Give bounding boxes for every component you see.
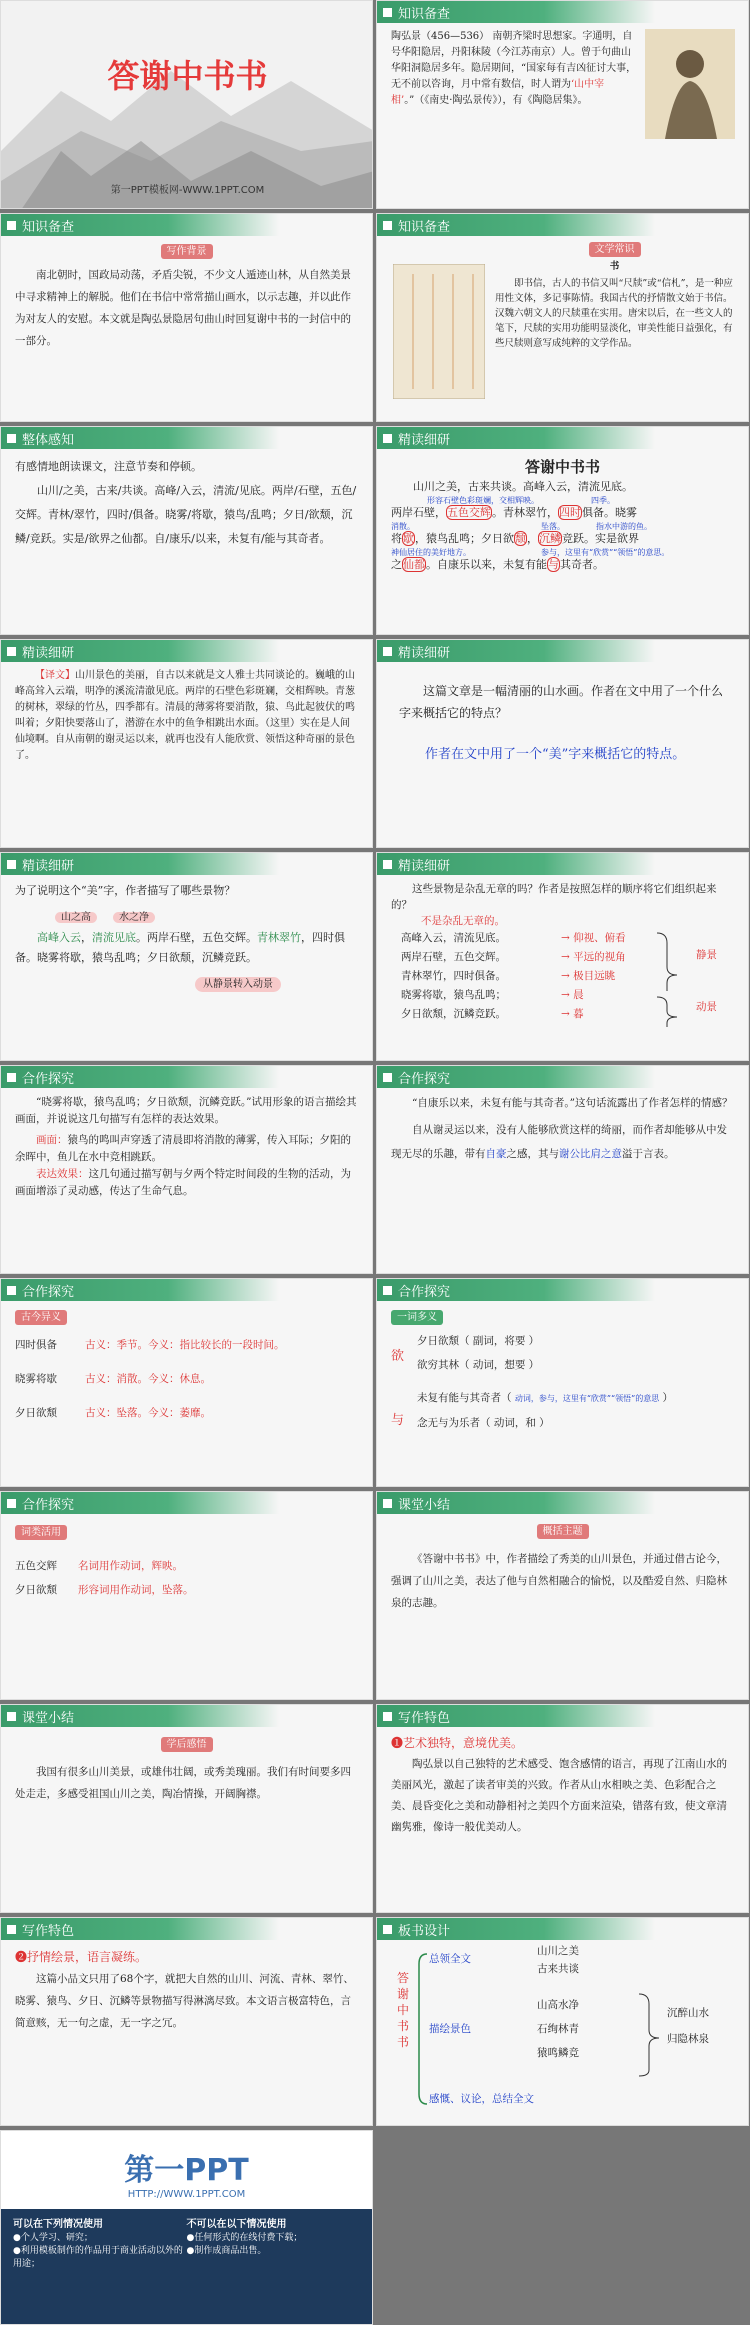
can-use-2: ●利用模板制作的作品用于商业活动以外的用途； [13, 2246, 183, 2269]
note-4: 坠落。 [541, 522, 565, 531]
slide-scenery [0, 852, 373, 1061]
translation-label: 【译文】 [35, 670, 75, 681]
slide-ancient-modern [0, 1278, 373, 1487]
slide-license [0, 2130, 373, 2325]
text-seg: ， [527, 532, 538, 545]
text-seg: 其奇者。 [560, 558, 604, 571]
text-seg: 俱备。晓雾 [582, 506, 637, 519]
slide-knowledge-author [376, 0, 749, 209]
note-6: 神仙居住的美好地方。 [391, 548, 471, 557]
slide-header: 合作探究 [398, 1071, 451, 1087]
logo-url: HTTP://WWW.1PPT.COM [127, 2189, 246, 2200]
polysemy-tag: 一词多义 [391, 1310, 443, 1325]
literature-head: 书 [609, 261, 620, 272]
feature-text: 这篇小品文只用了68个字，就把大自然的山川、河流、青林、翠竹、晓雾、猿鸟、夕日、沉鳞等景物描写得淋漓尽致。本文语言极富特色，言简意赅，无一句之虚，无一字之冗。 [15, 1973, 354, 2029]
keyword-5: 沉鳞 [539, 532, 561, 545]
meaning-4: 念无与为乐者（ 动词，和 ） [417, 1417, 550, 1429]
cannot-use-2: ●制作成商品出售。 [186, 2246, 267, 2256]
cannot-use-1: ●任何形式的在线付费下载； [186, 2233, 303, 2243]
slide-header: 知识备查 [22, 219, 75, 235]
feature-number: ❶ [391, 1736, 404, 1750]
order-row: 青林翠竹，四时俱备。 [401, 970, 506, 982]
text-seg: 。 [246, 951, 257, 964]
note-7: 参与，这里有“欣赏”“领悟”的意思。 [541, 548, 670, 557]
text-seg: 之感，其与 [506, 1148, 559, 1160]
group-static: 静景 [696, 949, 717, 961]
scene-mountain: 高峰入云 [37, 931, 81, 944]
answer-text: 作者在文中用了一个“美”字来概括它的特点。 [425, 747, 686, 762]
text-seg: 。自康乐以来，未复有能 [426, 558, 547, 571]
badge-water: 水之净 [113, 912, 155, 923]
order-row: 两岸石壁，五色交辉。 [401, 951, 506, 963]
transition-box: 从静景转入动景 [195, 977, 281, 992]
slide-header: 精读细研 [398, 645, 451, 661]
note-3: 消散。 [391, 522, 415, 531]
ancient-modern-tag: 古今异义 [15, 1310, 67, 1325]
text-seg: ， [81, 931, 92, 944]
badge-mountain: 山之高 [55, 912, 97, 923]
label-effect: 表达效果： [36, 1168, 89, 1180]
slide-summary-feeling [0, 1704, 373, 1913]
keyword-7: 与 [548, 558, 559, 571]
keyword-3: 歇 [403, 532, 414, 545]
slide-header: 精读细研 [398, 858, 451, 874]
background-text: 南北朝时，国政局动荡，矛盾尖锐，不少文人遁迹山林，从自然美景中寻求精神上的解脱。他们在书信中常常描山画水，以示志趣，并以此作为对友人的安慰。本文就是陶弘景隐居句曲山时回复谢中书的一封信中的一部分。 [15, 269, 351, 347]
text-title: 答谢中书书 [524, 458, 600, 476]
keyword-1: 五色交辉 [447, 506, 491, 519]
slide-conversion [0, 1491, 373, 1700]
board-item-2: 古来共谈 [537, 1963, 579, 1975]
author-text: 陶弘景（456—536） 南朝齐梁时思想家。字通明，自号华阳隐居，丹阳秣陵（今江苏南京）人。曾于句曲山华阳洞隐居多年。隐居期间，“国家每有吉凶征讨大事，无不前以咨询，月中常有数信，时人谓为 [391, 31, 637, 90]
slide-annotated-text [376, 426, 749, 635]
keyword-2: 四时 [559, 506, 581, 519]
board-bracket-right [635, 1990, 665, 2080]
slide-header: 写作特色 [22, 1923, 75, 1939]
slide-title-text: 答谢中书书 [107, 57, 268, 95]
theme-text: 《答谢中书书》中，作者描绘了秀美的山川景色，并通过借古论今，强调了山川之美，表达了他与自然相融合的愉悦，以及酷爱自然、归隐林泉的志趣。 [391, 1553, 727, 1609]
question-text: 这篇文章是一幅清丽的山水画。作者在文中用了一个什么字来概括它的特点？ [399, 684, 724, 720]
slide-header: 合作探究 [22, 1284, 75, 1300]
note-2: 四季。 [591, 496, 615, 505]
order-rows [401, 929, 506, 1024]
board-item-4: 石绚林青 [537, 2023, 579, 2035]
board-item-5: 猿鸣鳞竞 [537, 2047, 579, 2059]
text-seg: 之 [391, 558, 402, 571]
slide-explore-1 [0, 1065, 373, 1274]
board-item-3: 山高水净 [537, 1999, 579, 2011]
text-seg: ） [659, 1392, 674, 1404]
slide-overall [0, 426, 373, 635]
order-note: → 暮 [561, 1008, 584, 1020]
can-use-title: 可以在下列情况使用 [13, 2219, 103, 2230]
ancient-modern-row: 晓雾将歇 古义：消散。今义：休息。 [15, 1373, 211, 1385]
slide-header: 板书设计 [398, 1923, 451, 1939]
feature-title: 艺术独特，意境优美。 [403, 1736, 524, 1750]
slide-background [0, 213, 373, 422]
text-seg: 。两岸石壁，五色交辉。 [136, 931, 257, 944]
order-row: 高峰入云，清流见底。 [401, 932, 506, 944]
slide-header: 课堂小结 [398, 1497, 451, 1513]
conversion-meaning-1: 名词用作动词，辉映。 [78, 1560, 183, 1572]
slide-header: 知识备查 [398, 6, 451, 22]
slide-header: 知识备查 [398, 219, 451, 235]
author-quote: ‘山中宰相’ [391, 79, 605, 106]
text-seg: 未复有能与其奇者（ [417, 1392, 515, 1404]
scene-forest: 青林翠竹 [257, 931, 301, 944]
keyword-pride: 自豪 [485, 1148, 507, 1160]
word-yu2: 与 [391, 1413, 405, 1428]
question-text: “自康乐以来，未复有能与其奇者。”这句话流露出了作者怎样的情感？ [412, 1097, 733, 1109]
note-5: 指水中游的鱼。 [596, 522, 652, 531]
slide-translation [0, 639, 373, 848]
author-tail: 。”（《南史·陶弘景传》），有《陶隐居集》。 [404, 95, 588, 106]
feeling-text: 我国有很多山川美景，或雄伟壮阔，或秀美瑰丽。我们有时间要多四处走走，多感受祖国山川之美，陶冶情操，开阔胸襟。 [15, 1766, 351, 1800]
text-seg: 两岸石壁， [391, 506, 446, 519]
order-note: → 仰视、俯看 [561, 932, 626, 944]
slide-summary-theme [376, 1491, 749, 1700]
slide-header: 合作探究 [22, 1071, 75, 1087]
conversion-word-1: 五色交辉 [15, 1560, 57, 1572]
translation-text: 山川景色的美丽，自古以来就是文人雅士共同谈论的。巍峨的山峰高耸入云端，明净的溪流清澈见底。两岸的石壁色彩斑斓，交相辉映。青葱的树林，翠绿的竹丛，四季都有。清晨的薄雾将要消散，猿、鸟此起彼伏的鸣叫着；夕阳快要落山了，潜游在水中的鱼争相跳出水面。（这里）实在是人间仙境啊。自从南朝的谢灵运以来，就再也没有人能欣赏、领悟这种奇丽的景色了。 [15, 670, 355, 761]
question-text: “晓雾将歇，猿鸟乱鸣；夕日欲颓，沉鳞竞跃。”试用形象的语言描绘其画面，并说说这几句描写有怎样的表达效果。 [15, 1096, 357, 1125]
background-tag: 写作背景 [161, 244, 213, 259]
ancient-modern-rows [15, 1335, 358, 1423]
order-notes [561, 929, 626, 1024]
label-picture: 画面： [36, 1134, 68, 1146]
slide-explore-2 [376, 1065, 749, 1274]
overall-intro: 有感情地朗读课文，注意节奏和停顿。 [15, 460, 202, 473]
order-row: 夕日欲颓，沉鳞竞跃。 [401, 1008, 506, 1020]
misty-mountain-illustration [1, 1, 373, 209]
feature-title: 抒情绘景，语言凝练。 [27, 1950, 148, 1964]
keyword-equal: 谢公比肩之意 [559, 1148, 622, 1160]
slide-order [376, 852, 749, 1061]
text-seg: ，猿鸟乱鸣；夕日欲 [415, 532, 514, 545]
slide-header: 课堂小结 [22, 1710, 75, 1726]
slide-subtitle: 第一PPT模板网-WWW.1PPT.COM [110, 185, 265, 196]
text-seg: 。青林翠竹， [492, 506, 558, 519]
cannot-use-title: 不可以在以下情况使用 [186, 2219, 287, 2230]
slide-header: 写作特色 [398, 1710, 451, 1726]
order-note: → 平远的视角 [561, 951, 626, 963]
theme-tag: 概括主题 [537, 1524, 589, 1539]
meaning-3: 动词，参与，这里有“欣赏”“领悟”的意思 [514, 1394, 660, 1403]
effect-text: 这几句通过描写朝与夕两个特定时间段的生物的活动，为画面增添了灵动感，传达了生命气息。 [15, 1168, 351, 1197]
overall-text: 山川/之美，古来/共谈。高峰/入云，清流/见底。两岸/石壁，五色/交辉。青林/翠竹，四时/俱备。晓雾/将歇，猿鸟/乱鸣；夕日/欲颓，沉鳞/竞跃。实是/欲界之仙都。自/康乐/以来，未复有/能与其奇者。 [15, 484, 357, 545]
can-use-1: ●个人学习、研究； [13, 2233, 93, 2243]
literature-text: 即书信，古人的书信又叫“尺牍”或“信札”，是一种应用性文体，多记事陈情。我国古代的抒情散文始于书信。汉魏六朝文人的尺牍重在实用。唐宋以后，在一些文人的笔下，尺牍的实用功能明显淡化，审美性能日益强化，有些尺牍则意写成纯粹的文学作品。 [495, 278, 733, 349]
board-result-1: 沉醉山水 [667, 2007, 709, 2019]
order-row: 晓雾将歇，猿鸟乱鸣； [401, 989, 506, 1001]
scene-water: 清流见底 [92, 931, 136, 944]
board-result-2: 归隐林泉 [667, 2033, 709, 2045]
conversion-word-2: 夕日欲颓 [15, 1584, 57, 1596]
note-1: 形容石壁色彩斑斓，交相辉映。 [427, 496, 539, 505]
slide-literature [376, 213, 749, 422]
logo-text: 第一PPT [124, 2153, 249, 2188]
slide-question-mei [376, 639, 749, 848]
question-text: 为了说明这个“美”字，作者描写了哪些景物？ [15, 884, 236, 897]
ancient-modern-row: 四时俱备 古义：季节。今义：指比较长的一段时间。 [15, 1339, 285, 1351]
order-note: → 晨 [561, 989, 584, 1001]
board-branch-3: 感慨、议论，总结全文 [429, 2093, 534, 2105]
slide-header: 精读细研 [398, 432, 451, 448]
conversion-meaning-2: 形容词用作动词，坠落。 [78, 1584, 194, 1596]
board-branch-1: 总领全文 [429, 1953, 471, 1965]
text-seg: 将 [391, 532, 402, 545]
keyword-4: 颓 [515, 532, 526, 545]
feature-number: ❷ [15, 1950, 28, 1964]
picture-text: 猿鸟的鸣叫声穿透了清晨即将消散的薄雾，传入耳际；夕阳的余晖中，鱼儿在水中竞相跳跃。 [15, 1134, 351, 1163]
ancient-modern-row: 夕日欲颓 古义：坠落。今义：萎靡。 [15, 1407, 211, 1419]
question-text: 这些景物是杂乱无章的吗？作者是按照怎样的顺序将它们组织起来的？ [391, 883, 717, 911]
text-line-1: 山川之美，古来共谈。高峰入云，清流见底。 [413, 480, 633, 493]
text-seg: 竞跃。实是欲界 [562, 532, 639, 545]
meaning-2: 欲穷其林（ 动词，想要 ） [417, 1359, 540, 1371]
board-item-1: 山川之美 [537, 1945, 579, 1957]
slide-header: 合作探究 [398, 1284, 451, 1300]
answer-text: 不是杂乱无章的。 [421, 915, 505, 927]
slide-header: 精读细研 [22, 645, 75, 661]
keyword-6: 仙都 [403, 558, 425, 571]
feature-text: 陶弘景以自己独特的艺术感受、饱含感情的语言，再现了江南山水的美丽风光，激起了读者审美的兴致。作者从山水相映之美、色彩配合之美、晨昏变化之美和动静相衬之美四个方面来渲染，错落有致，使文章清幽隽雅，像诗一般优美动人。 [391, 1758, 727, 1833]
conversion-tag: 词类活用 [15, 1525, 67, 1540]
text-seg: 自从谢灵运以来，没有人能够欣赏这样的绮丽，而作者却能够从中发现无尽的乐趣，带有 [391, 1124, 727, 1160]
slide-feature-2 [0, 1917, 373, 2126]
slide-header: 合作探究 [22, 1497, 75, 1513]
slide-feature-1 [376, 1704, 749, 1913]
text-seg: ，四时俱备。晓雾将歇，猿鸟乱鸣；夕日欲颓，沉鳞竞跃 [15, 931, 345, 964]
word-yu: 欲 [391, 1349, 405, 1364]
feeling-tag: 学后感悟 [161, 1737, 213, 1752]
bracket-lines [653, 931, 693, 1031]
meaning-1: 夕日欲颓（ 副词，将要 ） [417, 1335, 540, 1347]
literature-tag: 文学常识 [589, 242, 641, 257]
slide-polysemy [376, 1278, 749, 1487]
slide-title [0, 0, 373, 209]
order-note: → 极目远眺 [561, 970, 616, 982]
slide-header: 整体感知 [22, 432, 75, 448]
text-seg: 溢于言表。 [622, 1148, 675, 1160]
board-branch-2: 描绘景色 [429, 2023, 471, 2035]
group-dynamic: 动景 [696, 1001, 717, 1013]
board-vertical-title: 答谢中书书 [397, 1971, 410, 2049]
slide-header: 精读细研 [22, 858, 75, 874]
slide-board-design [376, 1917, 749, 2126]
